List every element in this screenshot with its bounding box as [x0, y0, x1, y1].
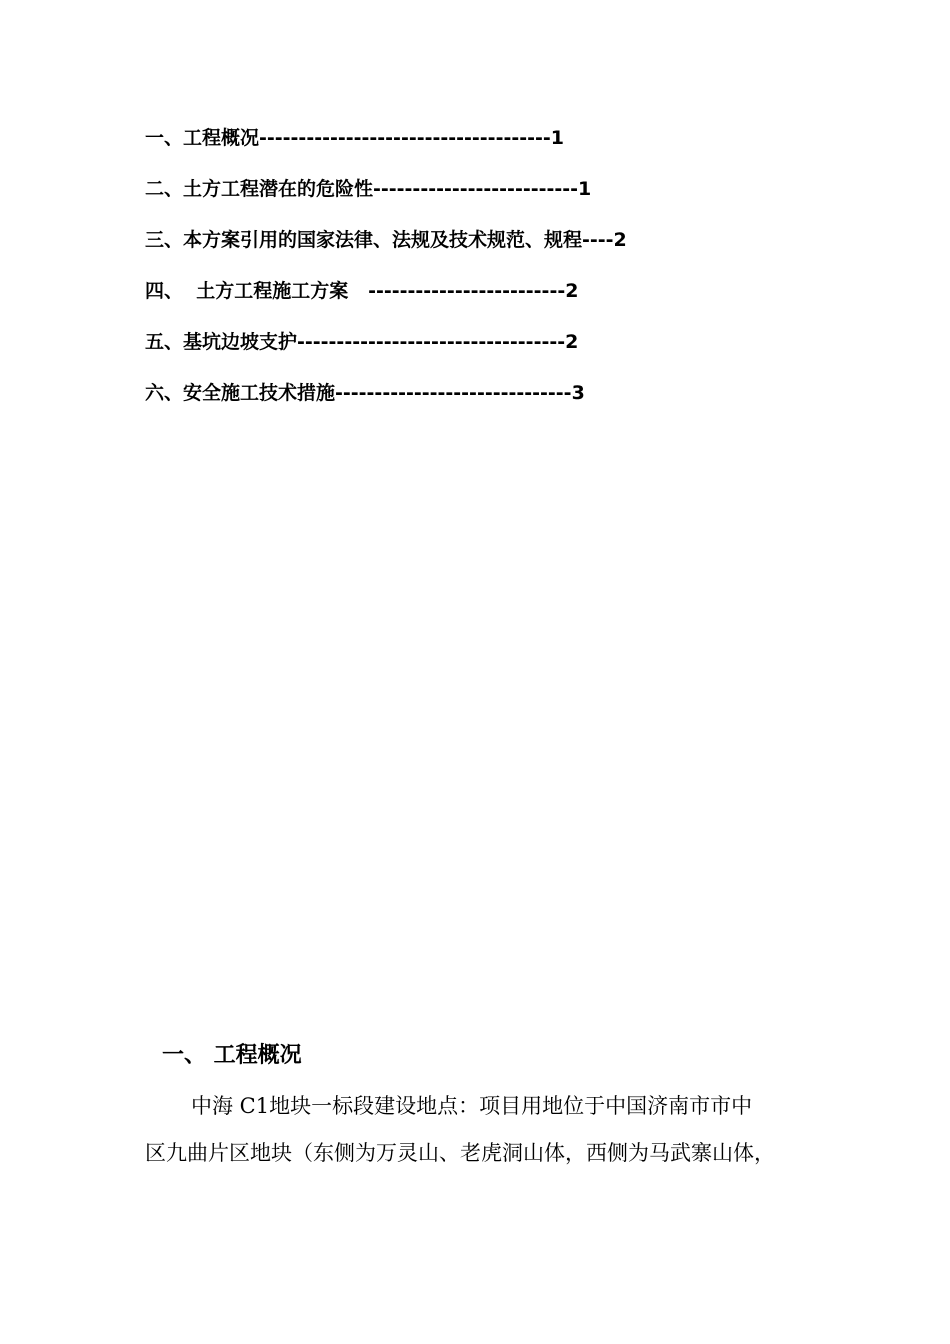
table-of-contents — [145, 120, 725, 426]
section-body — [145, 1083, 825, 1177]
toc-entry-text: 三、本方案引用的国家法律、法规及技术规范、规程----2 — [145, 229, 627, 251]
toc-entry-text: 四、 土方工程施工方案 -------------------------2 — [145, 280, 579, 302]
body-paragraph-line: 中海 C1地块一标段建设地点：项目用地位于中国济南市市中 — [191, 1094, 753, 1118]
body-paragraph-line: 区九曲片区地块（东侧为万灵山、老虎洞山体，西侧为马武寨山体， — [145, 1141, 775, 1165]
toc-entry — [145, 222, 725, 273]
toc-entry — [145, 324, 725, 375]
toc-entry — [145, 375, 725, 426]
toc-entry-text: 五、基坑边坡支护----------------------------------2 — [145, 331, 579, 353]
section-heading: 一、 工程概况 — [162, 1043, 302, 1068]
toc-entry — [145, 273, 725, 324]
toc-entry-text: 二、土方工程潜在的危险性--------------------------1 — [145, 178, 592, 200]
toc-entry — [145, 120, 725, 171]
toc-entry — [145, 171, 725, 222]
toc-entry-text: 一、工程概况-------------------------------------1 — [145, 127, 564, 149]
toc-entry-text: 六、安全施工技术措施------------------------------3 — [145, 382, 585, 404]
